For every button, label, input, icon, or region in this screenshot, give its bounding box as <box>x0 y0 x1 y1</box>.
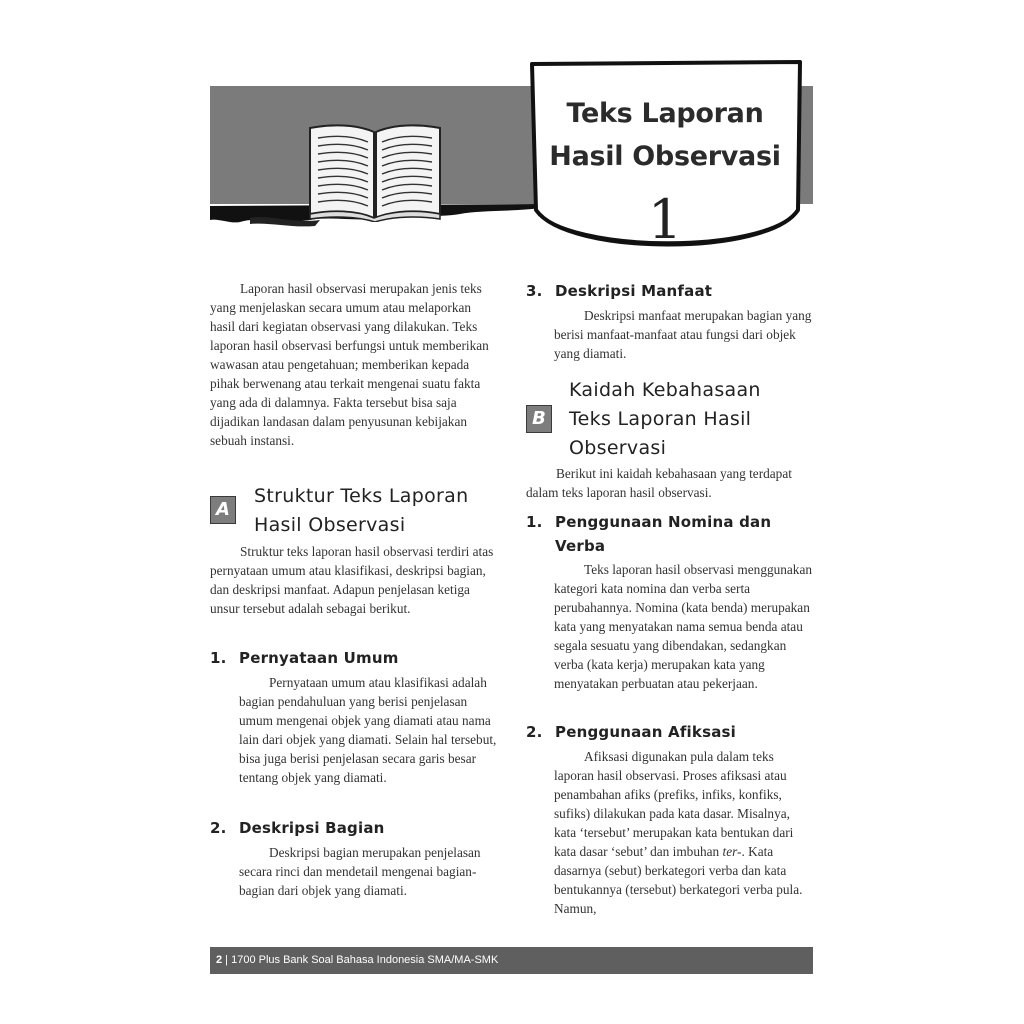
item-3-text: Deskripsi manfaat merupakan bagian yang berisi manfaat-manfaat atau fungsi dari objek yang diamati. <box>554 308 812 361</box>
intro-text: Laporan hasil observasi merupakan jenis teks yang menjelaskan secara umum atau melaporkan hasil dari kegiatan observasi yang dilakukan. Teks laporan hasil observasi berfungsi untuk memberikan wawasan atau pengetahuan; memberikan kepada pihak berwenang atau terkait mengenai suatu fakta yang ada di dalamnya. Fakta tersebut bisa saja dijadikan landasan dalam penyusunan kebijakan sebuah instansi. <box>210 281 489 448</box>
section-a-intro-text: Struktur teks laporan hasil observasi terdiri atas pernyataan umum atau klasifikasi, deskripsi bagian, dan deskripsi manfaat. Adapun penjelasan ketiga unsur tersebut adalah sebagai berikut. <box>210 544 494 616</box>
item-3-heading <box>526 279 816 303</box>
section-a-heading <box>254 482 514 540</box>
section-b-heading-line3: Observasi <box>569 437 667 459</box>
footer-text <box>216 953 498 967</box>
section-b-heading <box>569 376 819 463</box>
item-b1-body <box>554 560 816 693</box>
item-b1-text: Teks laporan hasil observasi menggunakan kategori kata nomina dan verba serta perubahannya. Nomina (kata benda) merupakan kata yang menyatakan nama semua benda atau segala sesuatu yang dibendakan, sedangkan verba (kata kerja) merupakan kata yang menyatakan perbuatan atau pekerjaan. <box>554 562 813 691</box>
item-b2-heading <box>526 720 816 744</box>
item-1-text: Pernyataan umum atau klasifikasi adalah bagian pendahuluan yang berisi penjelasan umum mengenai objek yang diamati atau nama lain dari objek yang diamati. Selain hal tersebut, bisa juga berisi penjelasan secara garis besar tentang objek yang diamati. <box>239 675 497 785</box>
item-2-body <box>239 843 494 900</box>
item-b2-text-part2: . Kata dasarnya (sebut) berkategori verba dan kata bentukannya (tersebut) berkategori verba pula. Namun, <box>554 844 803 916</box>
item-b2-text-part1: Afiksasi digunakan pula dalam teks laporan hasil observasi. Proses afiksasi atau penambahan afiks (prefiks, infiks, konfiks, sufiks) dilakukan pada kata dasar. Misalnya, kata ‘tersebut’ merupakan kata bentukan dari kata dasar ‘sebut’ dan imbuhan <box>554 749 794 859</box>
chapter-title <box>530 92 800 178</box>
footer-separator: | <box>222 954 232 966</box>
section-b-heading-line1: Kaidah Kebahasaan <box>569 379 761 401</box>
item-1-body <box>239 673 499 787</box>
section-b-intro-text: Berikut ini kaidah kebahasaan yang terdapat dalam teks laporan hasil observasi. <box>526 466 792 500</box>
item-3-number: 3. <box>526 282 543 300</box>
section-a-badge: A <box>210 496 236 524</box>
section-b-heading-line2: Teks Laporan Hasil <box>569 408 752 430</box>
chapter-number: 1 <box>647 188 683 251</box>
item-2-number: 2. <box>210 819 227 837</box>
intro-paragraph <box>210 279 496 450</box>
item-b2-body <box>554 747 812 918</box>
item-b1-title-line2: Verba <box>555 537 606 555</box>
chapter-title-line2: Hasil Observasi <box>549 141 781 172</box>
item-1-title: Pernyataan Umum <box>239 649 399 667</box>
item-1-number: 1. <box>210 649 227 667</box>
item-b2-text-emphasis: ter- <box>722 844 742 859</box>
item-2-text: Deskripsi bagian merupakan penjelasan secara rinci dan mendetail mengenai bagian-bagian dari objek yang diamati. <box>239 845 481 898</box>
book-title: 1700 Plus Bank Soal Bahasa Indonesia SMA/MA-SMK <box>231 954 499 966</box>
item-b2-text <box>554 747 812 918</box>
section-b-badge: B <box>526 405 552 433</box>
item-b2-title: Penggunaan Afiksasi <box>555 723 736 741</box>
item-2-title: Deskripsi Bagian <box>239 819 385 837</box>
item-1-heading <box>210 646 510 670</box>
item-3-body <box>554 306 816 363</box>
section-a-heading-line2: Hasil Observasi <box>254 514 406 536</box>
item-3-title: Deskripsi Manfaat <box>555 282 713 300</box>
page-number: 2 <box>216 954 223 966</box>
item-b2-number: 2. <box>526 723 543 741</box>
section-a-intro <box>210 542 496 618</box>
item-b1-heading <box>526 510 816 558</box>
open-book-icon <box>306 122 444 222</box>
chapter-title-line1: Teks Laporan <box>566 98 764 129</box>
item-b1-number: 1. <box>526 513 543 531</box>
item-2-heading <box>210 816 510 840</box>
section-b-intro <box>526 464 816 502</box>
item-b1-title-line1: Penggunaan Nomina dan <box>555 513 772 531</box>
section-a-heading-line1: Struktur Teks Laporan <box>254 485 469 507</box>
